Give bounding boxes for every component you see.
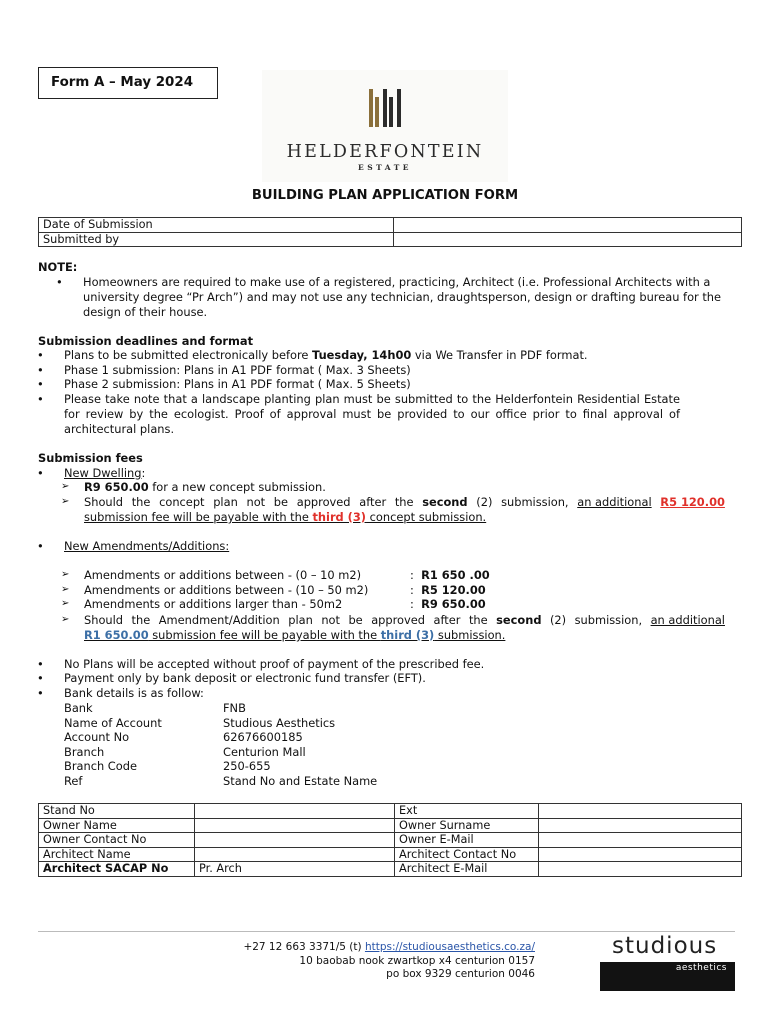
bank-label: Account No (64, 730, 130, 744)
date-of-submission-label: Date of Submission (39, 218, 394, 233)
table-row (39, 833, 742, 848)
footer-website-link[interactable]: https://studiousaesthetics.co.za/ (364, 941, 535, 953)
footer-divider (38, 931, 735, 932)
bank-label: Branch (64, 745, 105, 759)
studious-logo (600, 933, 735, 990)
footer-contact: +27 12 663 3371/5 (t) https://studiousaesthetics.co.za/ (243, 941, 535, 953)
table-row (39, 818, 742, 833)
payment-item: • No Plans will be accepted without proof of payment of the prescribed fee. (64, 657, 484, 672)
deadline-item: • Please take note that a landscape planting plan must be submitted to the Helderfontein Residential Estate (64, 392, 680, 407)
table-row (39, 847, 742, 862)
submitted-by-label: Submitted by (39, 232, 394, 247)
bank-label: Name of Account (64, 716, 162, 730)
owner-details-table (38, 803, 742, 877)
bank-value: Centurion Mall (223, 745, 306, 759)
submission-table (38, 217, 742, 247)
ext-field[interactable] (539, 804, 742, 819)
bank-value: FNB (223, 701, 246, 715)
amend-item: ➢ Amendments or additions between - (10 – 50 m2) (84, 583, 368, 598)
bank-value: 62676600185 (223, 730, 303, 744)
deadline-item: • Phase 1 submission: Plans in A1 PDF format ( Max. 3 Sheets) (64, 363, 411, 378)
bank-label: Branch Code (64, 759, 137, 773)
architect-sacap-field[interactable]: Pr. Arch (195, 862, 395, 877)
owner-email-label: Owner E-Mail (395, 833, 539, 848)
amend-item-cont: R1 650.00 submission fee will be payable with the third (3) submission. (84, 628, 506, 642)
bank-value: Studious Aesthetics (223, 716, 336, 730)
owner-surname-field[interactable] (539, 818, 742, 833)
studious-logo-top: studious (612, 933, 718, 959)
owner-email-field[interactable] (539, 833, 742, 848)
deadline-item: • Phase 2 submission: Plans in A1 PDF format ( Max. 5 Sheets) (64, 377, 411, 392)
estate-logo-sub: ESTATE (357, 163, 412, 172)
stand-no-label: Stand No (39, 804, 195, 819)
amend-amount: : R9 650.00 (410, 597, 486, 611)
fee-item: ➢ R9 650.00 for a new concept submission. (84, 480, 326, 495)
bank-value: Stand No and Estate Name (223, 774, 378, 788)
fee-item-cont: submission fee will be payable with the third (3) concept submission. (84, 510, 487, 524)
architect-name-field[interactable] (195, 847, 395, 862)
page-title: BUILDING PLAN APPLICATION FORM (251, 188, 519, 203)
stand-no-field[interactable] (195, 804, 395, 819)
note-line: • Homeowners are required to make use of a registered, practicing, Architect (i.e. Professional Architects with a (83, 275, 710, 290)
owner-surname-label: Owner Surname (395, 818, 539, 833)
deadline-item: • Plans to be submitted electronically before Tuesday, 14h00 via We Transfer in PDF format. (64, 348, 588, 363)
note-line: design of their house. (83, 305, 208, 319)
architect-email-label: Architect E-Mail (395, 862, 539, 877)
ext-label: Ext (395, 804, 539, 819)
estate-logo-name: HELDERFONTEIN (286, 142, 484, 162)
bank-value: 250-655 (223, 759, 271, 773)
note-line: university degree “Pr Arch”) and may not use any technician, draughtsperson, design or drafting bureau for the (83, 290, 722, 304)
amend-item: ➢ Should the Amendment/Addition plan not be approved after the second (2) submission, an additional (84, 613, 725, 628)
date-of-submission-field[interactable] (394, 218, 742, 233)
deadline-item-cont: for review by the ecologist. Proof of approval must be provided to our office prior to final approval of (64, 407, 680, 421)
amend-amount: : R1 650 .00 (410, 568, 490, 582)
deadlines-heading: Submission deadlines and format (38, 334, 254, 348)
studious-logo-bottom: aesthetics (675, 963, 727, 973)
owner-contact-field[interactable] (195, 833, 395, 848)
footer-address: 10 baobab nook zwartkop x4 centurion 0157 (299, 955, 535, 967)
table-row (39, 232, 742, 247)
new-dwelling-item: • New Dwelling: (64, 466, 145, 481)
payment-item: • Payment only by bank deposit or electronic fund transfer (EFT). (64, 671, 426, 686)
payment-item: • Bank details is as follow: (64, 686, 204, 701)
owner-name-field[interactable] (195, 818, 395, 833)
table-row (39, 804, 742, 819)
amend-heading: • New Amendments/Additions: (64, 539, 229, 554)
architect-name-label: Architect Name (39, 847, 195, 862)
amend-item: ➢ Amendments or additions between - (0 – 10 m2) (84, 568, 361, 583)
architect-email-field[interactable] (539, 862, 742, 877)
amend-amount: : R5 120.00 (410, 583, 486, 597)
table-row (39, 862, 742, 877)
amend-item: ➢ Amendments or additions larger than - 50m2 (84, 597, 342, 612)
bank-label: Bank (64, 701, 93, 715)
note-heading: NOTE: (38, 260, 78, 274)
form-label: Form A – May 2024 (38, 67, 218, 99)
owner-name-label: Owner Name (39, 818, 195, 833)
footer-pobox: po box 9329 centurion 0046 (386, 968, 535, 980)
fees-heading: Submission fees (38, 451, 143, 465)
owner-contact-label: Owner Contact No (39, 833, 195, 848)
submitted-by-field[interactable] (394, 232, 742, 247)
architect-contact-field[interactable] (539, 847, 742, 862)
architect-contact-label: Architect Contact No (395, 847, 539, 862)
bank-label: Ref (64, 774, 83, 788)
fee-item: ➢ Should the concept plan not be approved after the second (2) submission, an additional R5 120.00 (84, 495, 725, 510)
deadline-item-cont: architectural plans. (64, 422, 175, 436)
architect-sacap-label: Architect SACAP No (39, 862, 195, 877)
table-row (39, 218, 742, 233)
